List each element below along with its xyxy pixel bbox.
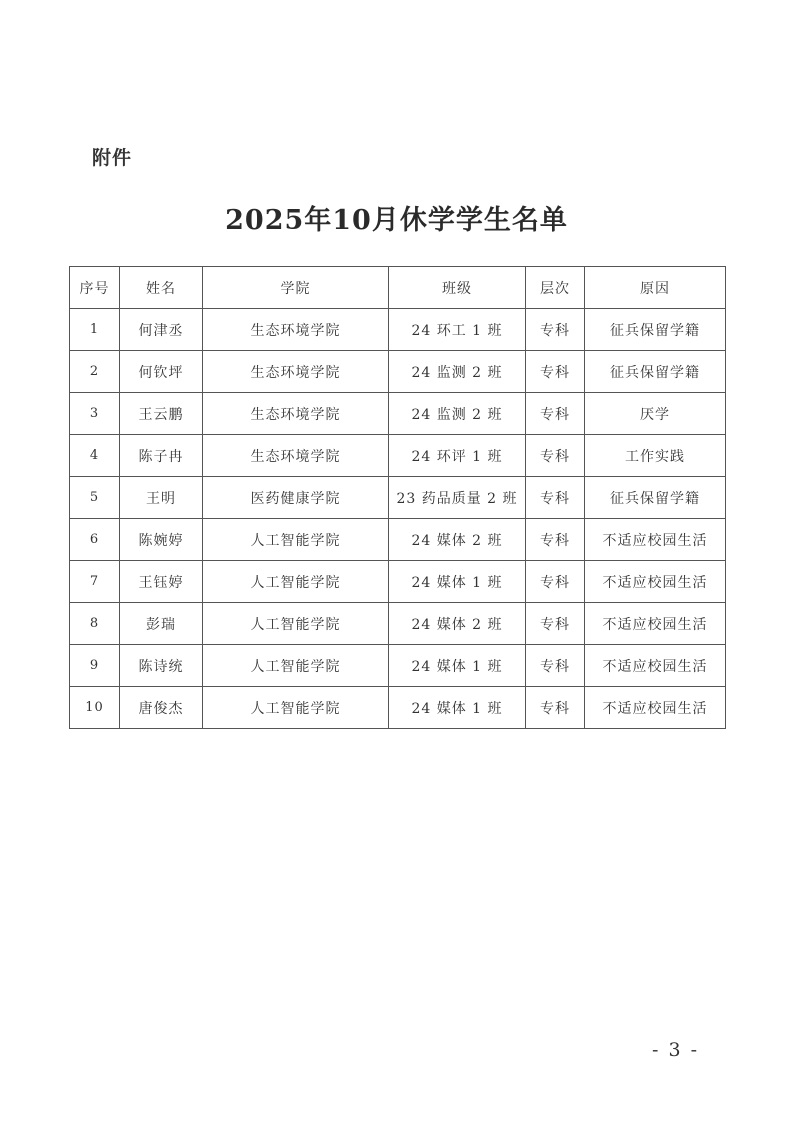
cell-index: 5 — [70, 477, 120, 519]
cell-reason: 不适应校园生活 — [585, 603, 726, 645]
cell-name: 何津丞 — [120, 309, 203, 351]
cell-class: 24 媒体 1 班 — [389, 687, 526, 729]
cell-college: 生态环境学院 — [203, 351, 389, 393]
cell-class: 24 媒体 1 班 — [389, 561, 526, 603]
table-row — [70, 519, 726, 561]
cell-class: 23 药品质量 2 班 — [389, 477, 526, 519]
cell-level: 专科 — [526, 603, 585, 645]
cell-level: 专科 — [526, 645, 585, 687]
table-row — [70, 645, 726, 687]
cell-name: 王钰婷 — [120, 561, 203, 603]
cell-index: 3 — [70, 393, 120, 435]
cell-index: 9 — [70, 645, 120, 687]
cell-college: 生态环境学院 — [203, 435, 389, 477]
cell-level: 专科 — [526, 309, 585, 351]
cell-level: 专科 — [526, 435, 585, 477]
cell-index: 7 — [70, 561, 120, 603]
cell-reason: 工作实践 — [585, 435, 726, 477]
cell-college: 生态环境学院 — [203, 309, 389, 351]
cell-index: 4 — [70, 435, 120, 477]
table-row — [70, 603, 726, 645]
table-row — [70, 351, 726, 393]
table-header-row — [70, 267, 726, 309]
header-level: 层次 — [526, 267, 585, 309]
cell-class: 24 媒体 2 班 — [389, 519, 526, 561]
cell-class: 24 媒体 1 班 — [389, 645, 526, 687]
cell-level: 专科 — [526, 393, 585, 435]
cell-reason: 征兵保留学籍 — [585, 309, 726, 351]
header-name: 姓名 — [120, 267, 203, 309]
table-row — [70, 309, 726, 351]
cell-name: 何钦坪 — [120, 351, 203, 393]
cell-class: 24 媒体 2 班 — [389, 603, 526, 645]
cell-class: 24 环工 1 班 — [389, 309, 526, 351]
cell-reason: 不适应校园生活 — [585, 645, 726, 687]
header-index: 序号 — [70, 267, 120, 309]
document-title: 2025年10月休学学生名单 — [225, 205, 568, 236]
cell-reason: 厌学 — [585, 393, 726, 435]
cell-college: 人工智能学院 — [203, 603, 389, 645]
header-reason: 原因 — [585, 267, 726, 309]
cell-name: 陈诗统 — [120, 645, 203, 687]
cell-reason: 不适应校园生活 — [585, 519, 726, 561]
student-leave-table — [69, 266, 726, 729]
cell-college: 人工智能学院 — [203, 561, 389, 603]
cell-level: 专科 — [526, 477, 585, 519]
cell-level: 专科 — [526, 687, 585, 729]
cell-college: 人工智能学院 — [203, 687, 389, 729]
cell-level: 专科 — [526, 561, 585, 603]
table-row — [70, 561, 726, 603]
page-number: - 3 - — [652, 1039, 700, 1061]
cell-class: 24 环评 1 班 — [389, 435, 526, 477]
cell-name: 陈婉婷 — [120, 519, 203, 561]
cell-index: 8 — [70, 603, 120, 645]
cell-level: 专科 — [526, 351, 585, 393]
cell-index: 1 — [70, 309, 120, 351]
table-row — [70, 393, 726, 435]
cell-reason: 不适应校园生活 — [585, 561, 726, 603]
header-class: 班级 — [389, 267, 526, 309]
cell-college: 人工智能学院 — [203, 519, 389, 561]
cell-name: 彭瑞 — [120, 603, 203, 645]
cell-reason: 征兵保留学籍 — [585, 351, 726, 393]
cell-name: 唐俊杰 — [120, 687, 203, 729]
header-college: 学院 — [203, 267, 389, 309]
cell-index: 10 — [70, 687, 120, 729]
cell-college: 人工智能学院 — [203, 645, 389, 687]
cell-reason: 不适应校园生活 — [585, 687, 726, 729]
cell-level: 专科 — [526, 519, 585, 561]
cell-name: 陈子冉 — [120, 435, 203, 477]
cell-name: 王云鹏 — [120, 393, 203, 435]
cell-class: 24 监测 2 班 — [389, 393, 526, 435]
table-row — [70, 687, 726, 729]
cell-name: 王明 — [120, 477, 203, 519]
table-row — [70, 477, 726, 519]
cell-class: 24 监测 2 班 — [389, 351, 526, 393]
cell-reason: 征兵保留学籍 — [585, 477, 726, 519]
cell-index: 2 — [70, 351, 120, 393]
cell-index: 6 — [70, 519, 120, 561]
cell-college: 生态环境学院 — [203, 393, 389, 435]
cell-college: 医药健康学院 — [203, 477, 389, 519]
table-row — [70, 435, 726, 477]
attachment-label: 附件 — [92, 147, 133, 169]
